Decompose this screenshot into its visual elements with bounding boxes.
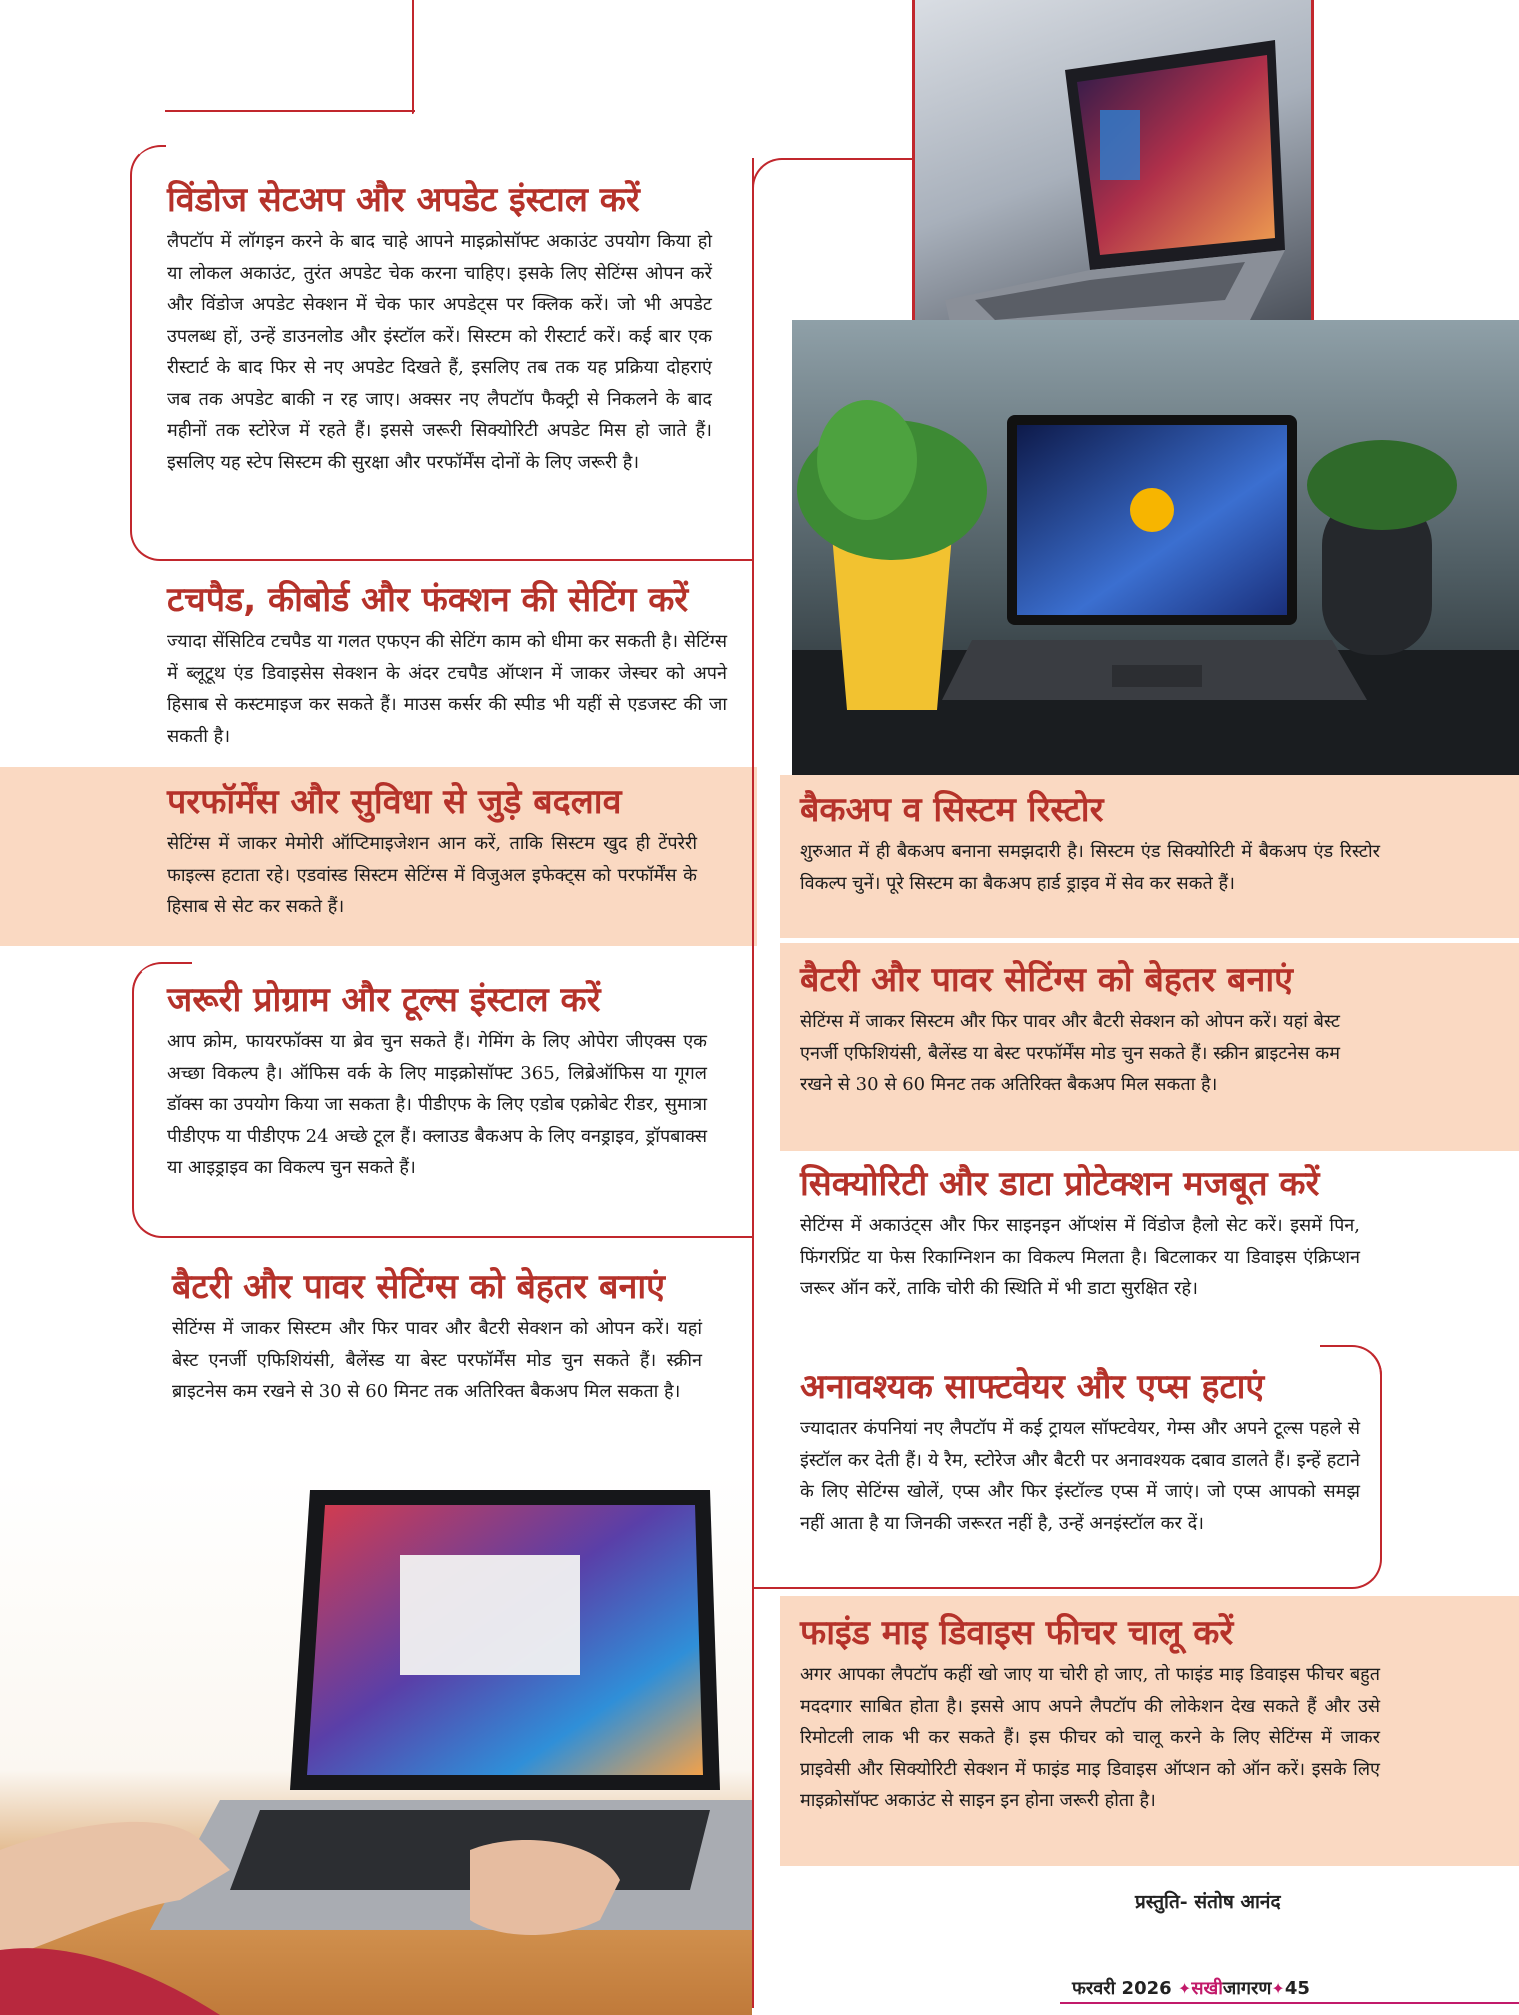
section-title: सिक्योरिटी और डाटा प्रोटेक्शन मजबूत करें: [800, 1164, 1320, 1204]
laptop-photo-top: [912, 0, 1314, 368]
section-title: बैकअप व सिस्टम रिस्टोर: [800, 790, 1104, 830]
section-title: बैटरी और पावर सेटिंग्स को बेहतर बनाएं: [800, 960, 1293, 1000]
section-find-device: [800, 1611, 1380, 1817]
section-body: ज्यादा सेंसिटिव टचपैड या गलत एफएन की सेटिंग काम को धीमा कर सकती है। सेटिंग्स में ब्लूटूथ एंड डिवाइसेस सेक्शन के अंदर टचपैड ऑप्शन में जाकर जेस्चर को अपने हिसाब से कस्टमाइज कर सकते हैं। माउस कर्सर की स्पीड भी यहीं से एडजस्ट की जा सकती है।: [167, 631, 727, 747]
rule-section1-cap: [131, 145, 166, 177]
section-title: विंडोज सेटअप और अपडेट इंस्टाल करें: [167, 180, 640, 220]
footer-month: फरवरी 2026: [1072, 1978, 1172, 1999]
footer-rule: [1060, 2002, 1519, 2004]
section-touchpad: [167, 578, 727, 752]
author-credit: प्रस्तुति- संतोष आनंद: [1135, 1891, 1281, 1913]
section-performance: [167, 780, 697, 923]
section-body: अगर आपका लैपटॉप कहीं खो जाए या चोरी हो जाए, तो फाइंड माइ डिवाइस फीचर बहुत मददगार साबित होता है। इससे आप अपने लैपटॉप की लोकेशन देख सकते हैं और उसे रिमोटली लाक भी कर सकते हैं। इस फीचर को चालू करने के लिए सेटिंग्स में जाकर प्राइवेसी और सिक्योरिटी सेक्शन में फाइंड माइ डिवाइस ऑप्शन को ऑन करें। इसके लिए माइक्रोसॉफ्ट अकाउंट से साइन इन होना जरूरी होता है।: [800, 1664, 1380, 1811]
section-body: ज्यादातर कंपनियां नए लैपटॉप में कई ट्रायल सॉफ्टवेयर, गेम्स और अपने टूल्स पहले से इंस्टॉल कर देती हैं। ये रैम, स्टोरेज और बैटरी पर अनावश्यक दबाव डालते हैं। इन्हें हटाने के लिए सेटिंग्स खोलें, एप्स और फिर इंस्टॉल्ड एप्स में जाएं। जो एप्स आपको समझ नहीं आता है या जिनकी जरूरत नहीं है, उन्हें अनइंस्टॉल कर दें।: [800, 1418, 1360, 1534]
section-body: सेटिंग्स में जाकर सिस्टम और फिर पावर और बैटरी सेक्शन को ओपन करें। यहां बेस्ट एनर्जी एफिशियंसी, बैलेंस्ड या बेस्ट परफॉर्मेंस मोड चुन सकते हैं। स्क्रीन ब्राइटनेस कम रखने से 30 से 60 मिनट तक अतिरिक्त बैकअप मिल सकता है।: [172, 1318, 702, 1402]
section-title: परफॉर्मेंस और सुविधा से जुड़े बदलाव: [167, 782, 622, 822]
section-programs: [167, 978, 707, 1184]
section-apps: [800, 1365, 1360, 1539]
page-footer: [1072, 1976, 1310, 2000]
section-body: सेटिंग्स में अकाउंट्स और फिर साइनइन ऑप्शंस में विंडोज हैलो सेट करें। इसमें पिन, फिंगरप्रिंट या फेस रिकाग्निशन का विकल्प मिलता है। बिटलाकर या डिवाइस एंक्रिप्शन जरूर ऑन करें, ताकि चोरी की स्थिति में भी डाटा सुरक्षित रहे।: [800, 1215, 1360, 1299]
section-title: अनावश्यक साफ्टवेयर और एप्स हटाएं: [800, 1367, 1265, 1407]
laptop-hands-photo: [0, 1470, 752, 2015]
section-title: टचपैड, कीबोर्ड और फंक्शन की सेटिंग करें: [167, 580, 689, 620]
section-body: सेटिंग्स में जाकर मेमोरी ऑप्टिमाइजेशन आन करें, ताकि सिस्टम खुद ही टेंपरेरी फाइल्स हटाता रहे। एडवांस्ड सिस्टम सेटिंग्स में विजुअल इफेक्ट्स को परफॉर्मेंस के हिसाब से सेट कर सकते हैं।: [167, 833, 697, 917]
rule-center-cap: [752, 158, 924, 190]
section-body: शुरुआत में ही बैकअप बनाना समझदारी है। सिस्टम एंड सिक्योरिटी में बैकअप एंड रिस्टोर विकल्प चुनें। पूरे सिस्टम का बैकअप हार्ड ड्राइव में सेव कर सकते हैं।: [800, 841, 1380, 894]
section-security: [800, 1162, 1360, 1305]
section-battery-left: [172, 1265, 702, 1408]
star-icon: ✦: [1177, 1979, 1192, 1998]
section-title: फाइंड माइ डिवाइस फीचर चालू करें: [800, 1613, 1234, 1653]
rule-top-horizontal: [165, 110, 415, 112]
rule-top-vertical: [412, 0, 414, 114]
footer-brand-b: जागरण: [1222, 1978, 1272, 1999]
star-icon: ✦: [1271, 1979, 1285, 1998]
section-body: आप क्रोम, फायरफॉक्स या ब्रेव चुन सकते हैं। गेमिंग के लिए ओपेरा जीएक्स एक अच्छा विकल्प है। ऑफिस वर्क के लिए माइक्रोसॉफ्ट 365, लिब्रेऑफिस या गूगल डॉक्स का उपयोग किया जा सकता है। पीडीएफ के लिए एडोब एक्रोबेट रीडर, सुमात्रा पीडीएफ या पीडीएफ 24 अच्छे टूल हैं। क्लाउड बैकअप के लिए वनड्राइव, ड्रॉपबाक्स या आइड्राइव का विकल्प चुन सकते हैं।: [167, 1031, 707, 1178]
section-body: लैपटॉप में लॉगइन करने के बाद चाहे आपने माइक्रोसॉफ्ट अकाउंट उपयोग किया हो या लोकल अकाउंट, तुरंत अपडेट चेक करना चाहिए। इसके लिए सेटिंग्स ओपन करें और विंडोज अपडेट सेक्शन में चेक फार अपडेट्स पर क्लिक करें। जो भी अपडेट उपलब्ध हों, उन्हें डाउनलोड और इंस्टॉल करें। सिस्टम को रीस्टार्ट करें। कई बार एक रीस्टार्ट के बाद फिर से नए अपडेट दिखते हैं, इसलिए तब तक यह प्रक्रिया दोहराएं जब तक अपडेट बाकी न रह जाए। अक्सर नए लैपटॉप फैक्ट्री से निकलने के बाद महीनों तक स्टोरेज में रहते हैं। इससे जरूरी सिक्योरिटी अपडेट मिस हो जाते हैं। इसलिए यह स्टेप सिस्टम की सुरक्षा और परफॉर्मेंस दोनों के लिए जरूरी है।: [167, 231, 712, 473]
section-body: सेटिंग्स में जाकर सिस्टम और फिर पावर और बैटरी सेक्शन को ओपन करें। यहां बेस्ट एनर्जी एफिशियंसी, बैलेंस्ड या बेस्ट परफॉर्मेंस मोड चुन सकते हैं। स्क्रीन ब्राइटनेस कम रखने से 30 से 60 मिनट तक अतिरिक्त बैकअप मिल सकता है।: [800, 1011, 1340, 1095]
section-windows-update: [167, 178, 712, 478]
section-title: बैटरी और पावर सेटिंग्स को बेहतर बनाएं: [172, 1267, 665, 1307]
laptop-plant-photo: [792, 320, 1519, 775]
page-number: 45: [1284, 1978, 1310, 1999]
section-title: जरूरी प्रोग्राम और टूल्स इंस्टाल करें: [167, 980, 601, 1020]
section-battery-right: [800, 958, 1340, 1101]
section-backup: [800, 788, 1380, 899]
footer-brand-a: सखी: [1191, 1978, 1223, 1999]
